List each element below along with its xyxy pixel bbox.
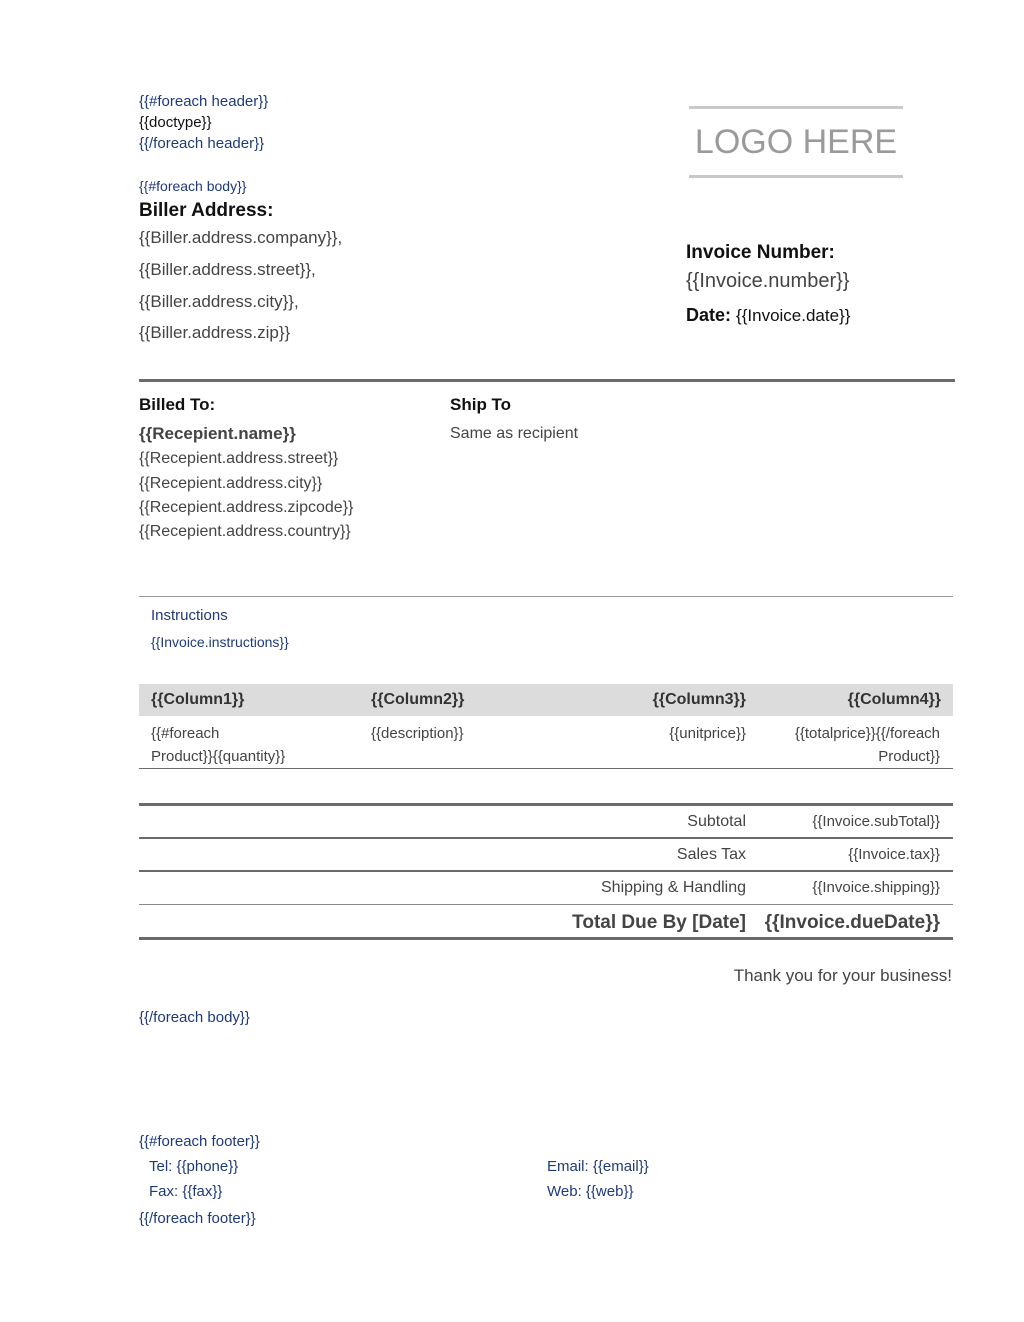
- total-due-value: {{Invoice.dueDate}}: [764, 912, 940, 933]
- instructions-label: Instructions: [151, 607, 228, 624]
- totals-row-divider: [139, 870, 953, 872]
- section-divider: [139, 379, 955, 382]
- ship-to-value: Same as recipient: [450, 425, 579, 442]
- footer-foreach-open: {{#foreach footer}}: [139, 1133, 260, 1150]
- recipient-street: {{Recepient.address.street}}: [139, 450, 339, 467]
- instructions-value: {{Invoice.instructions}}: [151, 634, 289, 650]
- footer-web: Web: {{web}}: [547, 1183, 634, 1200]
- sales-tax-value: {{Invoice.tax}}: [848, 846, 940, 863]
- column1-header: {{Column1}}: [151, 691, 245, 708]
- shipping-label: Shipping & Handling: [601, 879, 746, 896]
- invoice-number-value: {{Invoice.number}}: [686, 270, 850, 292]
- totals-bottom-border: [139, 937, 953, 940]
- invoice-number-label: Invoice Number:: [686, 242, 835, 263]
- shipping-value: {{Invoice.shipping}}: [812, 879, 940, 896]
- biller-company: {{Biller.address.company}},: [139, 228, 343, 247]
- invoice-date-value: {{Invoice.date}}: [736, 306, 851, 325]
- column3-header: {{Column3}}: [652, 691, 746, 708]
- footer-fax: Fax: {{fax}}: [149, 1183, 223, 1200]
- ship-to-heading: Ship To: [450, 395, 512, 414]
- totals-top-border: [139, 803, 953, 806]
- instructions-divider: [139, 596, 953, 597]
- body-foreach-close: {{/foreach body}}: [139, 1009, 250, 1026]
- recipient-city: {{Recepient.address.city}}: [139, 475, 323, 492]
- logo-placeholder: [689, 106, 903, 178]
- biller-street: {{Biller.address.street}},: [139, 260, 316, 279]
- invoice-date-label: Date:: [686, 305, 732, 325]
- row-unitprice-cell: {{unitprice}}: [669, 725, 746, 742]
- row-totalprice-cell: [795, 722, 940, 768]
- items-table-bottom-border: [139, 768, 953, 769]
- header-foreach-close: {{/foreach header}}: [139, 135, 265, 152]
- column2-header: {{Column2}}: [371, 691, 465, 708]
- invoice-date-line: [686, 305, 850, 326]
- footer-foreach-close: {{/foreach footer}}: [139, 1210, 256, 1227]
- biller-address-heading: Biller Address:: [139, 200, 274, 221]
- header-foreach-open: {{#foreach header}}: [139, 93, 269, 110]
- items-table-header: [139, 684, 953, 716]
- doctype-placeholder: {{doctype}}: [139, 114, 212, 131]
- body-foreach-open: {{#foreach body}}: [139, 178, 247, 194]
- row-description-cell: {{description}}: [371, 725, 464, 742]
- footer-tel: Tel: {{phone}}: [149, 1158, 239, 1175]
- subtotal-label: Subtotal: [687, 813, 746, 830]
- recipient-name: {{Recepient.name}}: [139, 424, 296, 443]
- subtotal-value: {{Invoice.subTotal}}: [812, 813, 940, 830]
- row-totalprice-line2: Product}}: [878, 748, 940, 765]
- total-due-label: Total Due By [Date]: [572, 912, 746, 933]
- thank-you-message: Thank you for your business!: [733, 966, 952, 985]
- biller-zip: {{Biller.address.zip}}: [139, 323, 291, 342]
- footer-email: Email: {{email}}: [547, 1158, 649, 1175]
- column4-header: {{Column4}}: [847, 691, 941, 708]
- row-quantity-line1: {{#foreach: [151, 725, 220, 742]
- billed-to-heading: Billed To:: [139, 395, 216, 414]
- logo-text: LOGO HERE: [694, 123, 898, 161]
- biller-city: {{Biller.address.city}},: [139, 292, 299, 311]
- recipient-country: {{Recepient.address.country}}: [139, 523, 351, 540]
- row-quantity-cell: [151, 722, 285, 768]
- row-totalprice-line1: {{totalprice}}{{/foreach: [794, 725, 940, 742]
- sales-tax-label: Sales Tax: [676, 846, 746, 863]
- row-quantity-line2: Product}}{{quantity}}: [151, 748, 286, 765]
- totals-row-divider: [139, 837, 953, 839]
- recipient-zipcode: {{Recepient.address.zipcode}}: [139, 499, 354, 516]
- totals-row-divider: [139, 904, 953, 905]
